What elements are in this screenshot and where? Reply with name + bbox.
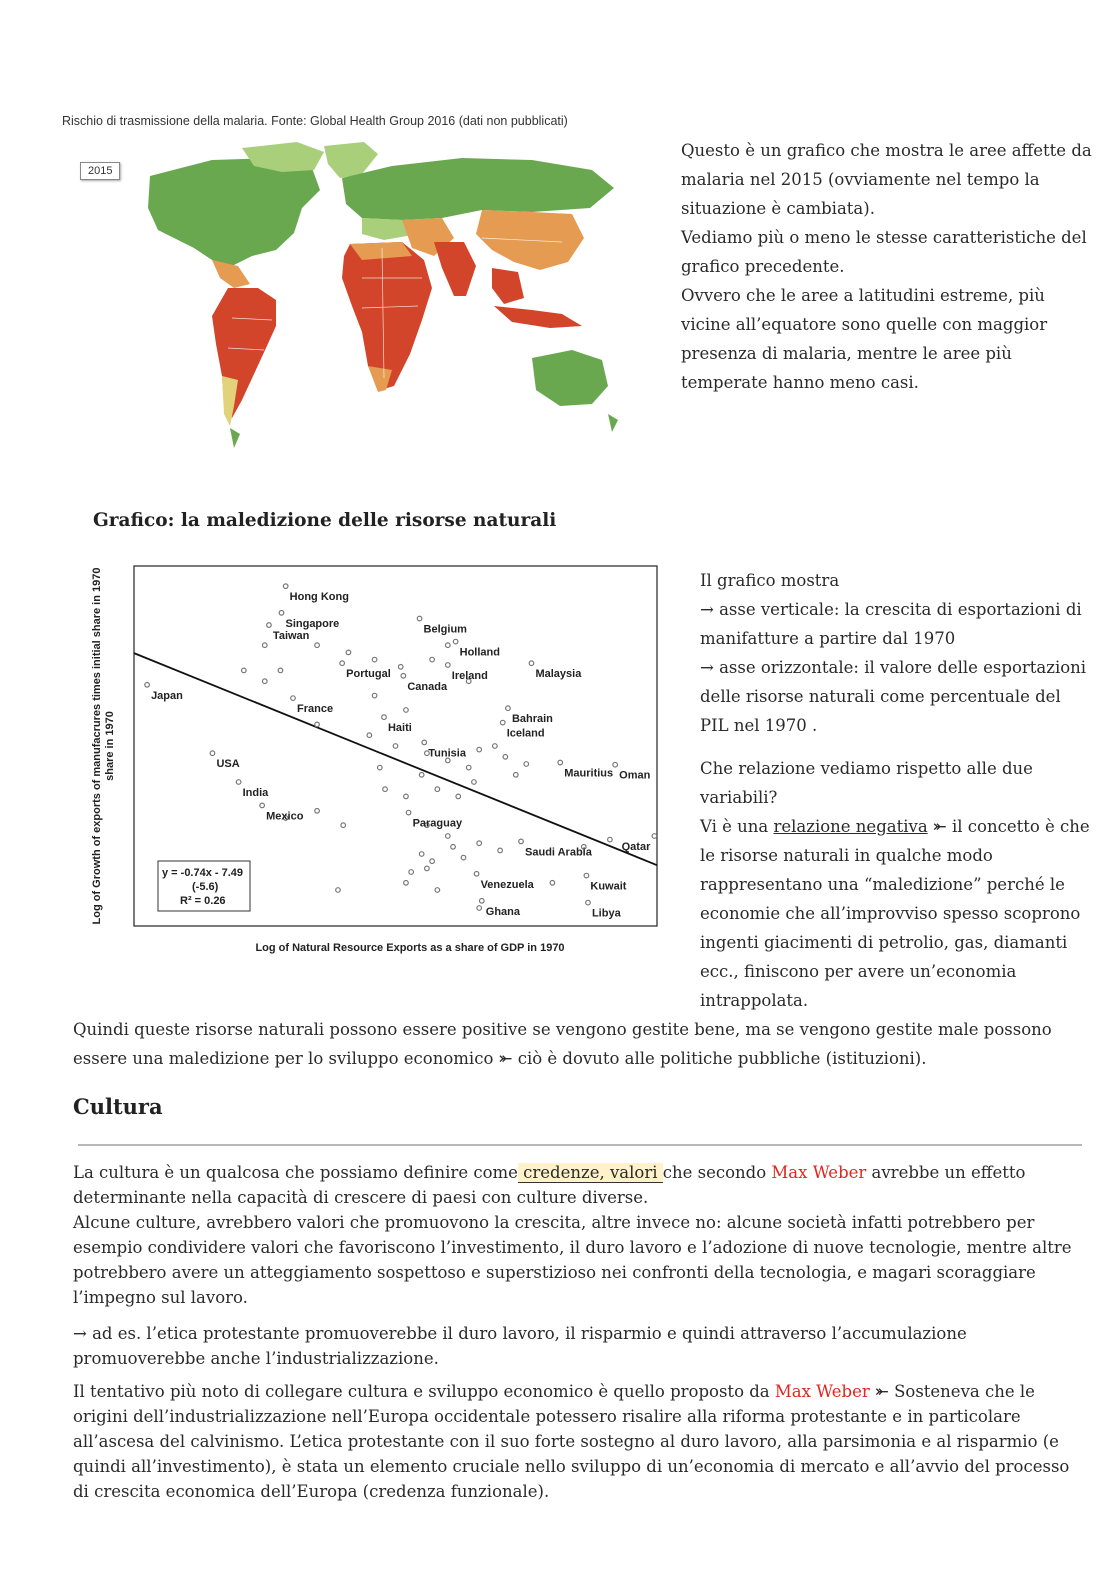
scatter-point: [367, 733, 372, 738]
scatter-point-portugal: [340, 661, 345, 666]
point-label-taiwan: Taiwan: [272, 630, 310, 643]
chart-description-question: Che relazione vediamo rispetto alle due variabili?: [700, 759, 1033, 807]
scatter-point-venezuela: [474, 872, 479, 877]
map-description: [681, 136, 1093, 397]
point-label-tunisia: Tunisia: [428, 747, 466, 760]
scatter-point: [404, 881, 409, 886]
scatter-point: [336, 888, 341, 893]
chart-description-axis-h: → asse orizzontale: il valore delle esportazioni delle risorse naturali come percentuale del PIL nel 1970 .: [700, 658, 1087, 735]
scatter-point: [398, 665, 403, 670]
point-label-qatar: Qatar: [621, 841, 651, 853]
scatter-point-belgium: [417, 616, 422, 621]
scatter-svg: [80, 560, 670, 960]
scatter-point: [430, 657, 435, 662]
scatter-point-usa: [210, 751, 215, 756]
point-label-libya: Libya: [591, 907, 621, 920]
scatter-point-malaysia: [529, 661, 534, 666]
scatter-point: [524, 762, 529, 767]
map-description-line-3: Ovvero che le aree a latitudini estreme, più vicine all’equatore sono quelle con maggior presenza di malaria, mentre le aree più temperate hanno meno casi.: [681, 286, 1048, 392]
scatter-point: [430, 859, 435, 864]
x-axis-label: Log of Natural Resource Exports as a share of GDP in 1970: [255, 942, 565, 954]
scatter-point: [446, 643, 451, 648]
culture-p4-b: ⤜ Sosteneva che le origini dell’industrializzazione nell’Europa occidentale potessero risalire alla riforma protestante e in particolare all’ascesa del calvinismo. L’etica protestante con il suo forte sostegno al duro lavoro, alla parsimonia e al risparmio (e quindi all’investimento), è stata un elemento cruciale nello sviluppo di un’economia di mercato e all’avvio del processo di crescita economica dell’Europa (credenza funzionale).: [73, 1382, 1070, 1501]
culture-p1-b: che secondo: [662, 1163, 772, 1182]
culture-paragraph-3: → ad es. l’etica protestante promuoverebbe il duro lavoro, il risparmio e quindi attraverso l’accumulazione promuoverebbe anche l’industrializzazione.: [73, 1324, 967, 1368]
scatter-point-bahrain: [506, 706, 511, 711]
scatter-point: [550, 881, 555, 886]
scatter-point: [315, 643, 320, 648]
scatter-point: [451, 845, 456, 850]
point-label-canada: Canada: [407, 680, 448, 693]
culture-p1-a: La cultura è un qualcosa che possiamo definire come: [73, 1163, 518, 1182]
chart-heading: Grafico: la maledizione delle risorse naturali: [93, 510, 557, 531]
scatter-point: [315, 809, 320, 814]
scatter-point: [446, 834, 451, 839]
scatter-point: [262, 643, 267, 648]
scatter-point-ireland: [446, 663, 451, 668]
scatter-point-canada: [401, 674, 406, 679]
scatter-point: [425, 866, 430, 871]
scatter-point-holland: [453, 639, 458, 644]
scatter-point-tunisia: [422, 740, 427, 745]
culture-heading: Cultura: [73, 1094, 163, 1119]
point-label-saudi-arabia: Saudi Arabia: [525, 846, 592, 859]
culture-paragraph-4: [73, 1379, 1073, 1504]
scatter-point: [456, 794, 461, 799]
point-label-hong-kong: Hong Kong: [289, 591, 349, 604]
scatter-point-taiwan: [267, 623, 272, 628]
regression-r2: R² = 0.26: [180, 895, 226, 907]
scatter-point: [315, 722, 320, 727]
scatter-point-singapore: [279, 611, 284, 616]
chart-description-axis-v: → asse verticale: la crescita di esportazioni di manifatture a partire dal 1970: [700, 600, 1082, 648]
point-label-ireland: Ireland: [451, 670, 488, 682]
scatter-point-japan: [145, 683, 150, 688]
chart-description: [700, 566, 1092, 1015]
answer-suffix: ⤜ il concetto è che le risorse naturali in qualche modo rappresentano una “maledizione” perché le economie che all’improvviso spesso scoprono ingenti giacimenti di petrolio, gas, diamanti ecc., finiscono per avere un’economia intrappolata.: [700, 817, 1090, 1010]
map-caption: Rischio di trasmissione della malaria. Fonte: Global Health Group 2016 (dati non pubblicati): [62, 114, 568, 128]
point-label-usa: USA: [216, 758, 240, 771]
scatter-point: [435, 787, 440, 792]
scatter-point: [477, 841, 482, 846]
map-description-line-2: Vediamo più o meno le stesse caratteristiche del grafico precedente.: [681, 228, 1087, 276]
point-label-japan: Japan: [151, 689, 183, 702]
scatter-point: [472, 780, 477, 785]
y-axis-label-line-1: Log of Growth of exports of manufacrures times initial share in 1970: [91, 567, 103, 925]
chart-description-intro: Il grafico mostra: [700, 571, 840, 590]
scatter-point-kuwait: [584, 873, 589, 878]
scatter-point-paraguay: [406, 810, 411, 815]
scatter-point: [346, 650, 351, 655]
scatter-point: [493, 744, 498, 749]
scatter-chart: [80, 560, 670, 960]
point-label-kuwait: Kuwait: [590, 880, 627, 893]
scatter-point-mauritius: [558, 760, 563, 765]
scatter-point-india: [236, 780, 241, 785]
culture-p1-name: Max Weber: [771, 1163, 867, 1182]
culture-p4-name: Max Weber: [774, 1382, 870, 1401]
malaria-map: [62, 138, 632, 458]
conclusion-paragraph: Quindi queste risorse naturali possono essere positive se vengono gestite bene, ma se vengono gestite male possono essere una maledizione per lo sviluppo economico ⤜ ciò è dovuto alle politiche pubbliche (istituzioni).: [73, 1020, 1052, 1068]
scatter-point: [404, 794, 409, 799]
scatter-point: [477, 747, 482, 752]
point-label-mexico: Mexico: [266, 810, 304, 823]
point-label-france: France: [296, 703, 334, 716]
scatter-point-iceland: [500, 720, 505, 725]
chart-description-answer: [700, 812, 1092, 1015]
regression-equation: y = -0.74x - 7.49: [162, 867, 244, 879]
scatter-point: [409, 870, 414, 875]
point-label-venezuela: Venezuela: [480, 878, 534, 891]
culture-body: [73, 1160, 1073, 1504]
scatter-point: [372, 657, 377, 662]
scatter-point-haiti: [382, 715, 387, 720]
scatter-point: [262, 679, 267, 684]
scatter-point: [278, 668, 283, 673]
point-label-india: India: [242, 787, 269, 799]
point-label-singapore: Singapore: [285, 617, 340, 630]
scatter-point: [466, 765, 471, 770]
scatter-point: [383, 787, 388, 792]
scatter-point: [242, 668, 247, 673]
point-label-belgium: Belgium: [423, 623, 467, 636]
scatter-point: [372, 693, 377, 698]
scatter-point: [419, 852, 424, 857]
point-label-oman: Oman: [619, 769, 651, 782]
scatter-point: [341, 823, 346, 828]
answer-underlined: relazione negativa: [773, 817, 928, 836]
scatter-point: [419, 773, 424, 778]
scatter-point-mexico: [260, 803, 265, 808]
scatter-point: [435, 888, 440, 893]
world-map-graphic: [62, 138, 632, 458]
scatter-point: [477, 906, 482, 911]
scatter-point-oman: [613, 762, 618, 767]
culture-p1-c: avrebbe un effetto determinante nella capacità di crescere di paesi con culture diverse.: [73, 1163, 1026, 1207]
culture-p1-highlight: credenze, valori: [517, 1163, 663, 1182]
scatter-point-saudi-arabia: [519, 839, 524, 844]
scatter-point: [608, 837, 613, 842]
scatter-point-qatar: [652, 834, 657, 839]
scatter-point-france: [291, 696, 296, 701]
point-label-paraguay: Paraguay: [412, 817, 463, 830]
scatter-point: [378, 765, 383, 770]
map-description-line-1: Questo è un grafico che mostra le aree affette da malaria nel 2015 (ovviamente nel tempo la situazione è cambiata).: [681, 141, 1092, 218]
point-label-malaysia: Malaysia: [535, 668, 582, 681]
answer-prefix: Vi è una: [700, 817, 774, 836]
point-label-mauritius: Mauritius: [564, 767, 614, 780]
scatter-point: [513, 773, 518, 778]
point-label-ghana: Ghana: [485, 905, 521, 918]
y-axis-label-line-2: share in 1970: [104, 711, 116, 781]
scatter-point: [498, 848, 503, 853]
culture-p4-a: Il tentativo più noto di collegare cultura e sviluppo economico è quello proposto da: [73, 1382, 775, 1401]
scatter-point: [503, 755, 508, 760]
scatter-point: [393, 744, 398, 749]
point-label-portugal: Portugal: [346, 668, 391, 681]
scatter-point: [404, 708, 409, 713]
point-label-bahrain: Bahrain: [511, 713, 553, 726]
culture-divider: [78, 1144, 1082, 1146]
scatter-point: [461, 855, 466, 860]
regression-t-stat: (-5.6): [192, 881, 219, 893]
scatter-point-ghana: [479, 899, 484, 904]
year-badge: 2015: [80, 162, 120, 180]
point-label-iceland: Iceland: [506, 727, 545, 740]
scatter-point-hong-kong: [283, 584, 288, 589]
scatter-point-libya: [586, 900, 591, 905]
point-label-haiti: Haiti: [387, 722, 412, 735]
culture-paragraph-2: Alcune culture, avrebbero valori che promuovono la crescita, altre invece no: alcune società infatti potrebbero per esempio condividere valori che favoriscono l’investimento, il duro lavoro e l’adozione di nuove tecnologie, mentre altre potrebbero avere un atteggiamento sospettoso e superstizioso nei confronti della tecnologia, e magari scoraggiare l’impegno sul lavoro.: [73, 1213, 1072, 1307]
culture-paragraph-1: [73, 1160, 1073, 1210]
point-label-holland: Holland: [459, 646, 500, 659]
